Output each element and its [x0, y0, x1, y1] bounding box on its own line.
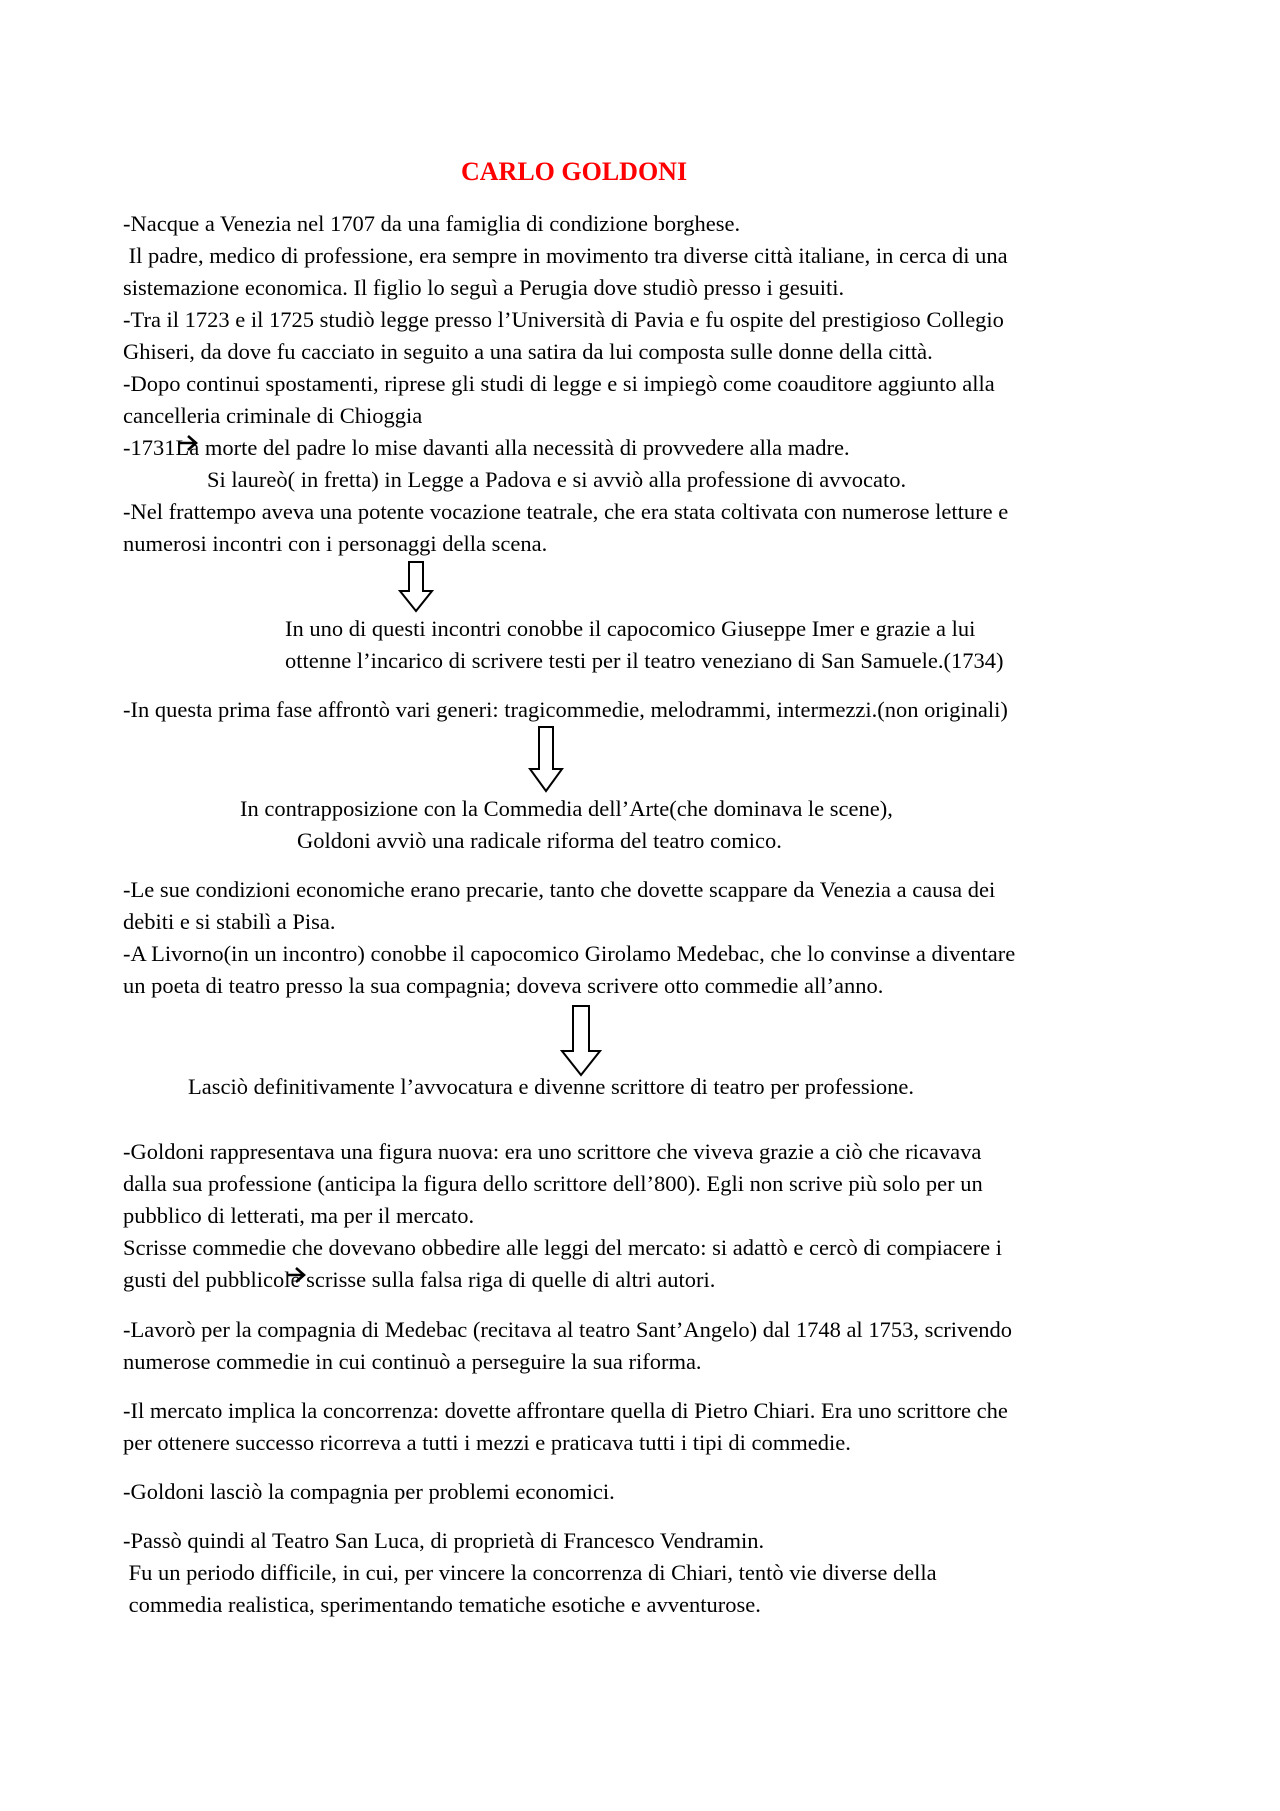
text-line: -Goldoni lasciò la compagnia per problemi economici.: [123, 1479, 615, 1504]
text-line: In contrapposizione con la Commedia dell’Arte(che dominava le scene),: [240, 796, 893, 821]
text-segment: le scrisse sulla falsa riga di quelle di altri autori.: [284, 1267, 716, 1292]
text-line: numerose commedie in cui continuò a perseguire la sua riforma.: [123, 1349, 702, 1374]
text-line: pubblico di letterati, ma per il mercato.: [123, 1203, 475, 1228]
text-line: [123, 434, 850, 462]
text-line: Fu un periodo difficile, in cui, per vincere la concorrenza di Chiari, tentò vie diverse della: [123, 1560, 937, 1585]
down-arrow-icon: [398, 561, 434, 613]
text-segment: gusti del pubblico: [123, 1267, 285, 1292]
text-line: commedia realistica, sperimentando tematiche esotiche e avventurose.: [123, 1592, 761, 1617]
year-label: -1731: [123, 435, 176, 460]
text-line: -In questa prima fase affrontò vari generi: tragicommedie, melodrammi, intermezzi.(non originali): [123, 697, 1008, 722]
text-line: cancelleria criminale di Chioggia: [123, 403, 423, 428]
text-line: -Le sue condizioni economiche erano precarie, tanto che dovette scappare da Venezia a causa dei: [123, 877, 996, 902]
text-line: Lasciò definitivamente l’avvocatura e divenne scrittore di teatro per professione.: [188, 1074, 914, 1099]
page-title: CARLO GOLDONI: [461, 157, 688, 186]
text-line: -Tra il 1723 e il 1725 studiò legge presso l’Università di Pavia e fu ospite del prestigioso Collegio: [123, 307, 1004, 332]
text-segment: La morte del padre lo mise davanti alla necessità di provvedere alla madre.: [175, 435, 850, 460]
text-line: -Lavorò per la compagnia di Medebac (recitava al teatro Sant’Angelo) dal 1748 al 1753, scrivendo: [123, 1317, 1013, 1342]
down-arrow-icon: [560, 1005, 602, 1077]
text-line: -Goldoni rappresentava una figura nuova: era uno scrittore che viveva grazie a ciò che ricavava: [123, 1139, 982, 1164]
down-arrow-icon: [528, 726, 564, 793]
right-arrow-icon: [177, 434, 199, 452]
text-line: -A Livorno(in un incontro) conobbe il capocomico Girolamo Medebac, che lo convinse a diventare: [123, 941, 1016, 966]
text-line: per ottenere successo ricorreva a tutti i mezzi e praticava tutti i tipi di commedie.: [123, 1430, 851, 1455]
text-line: debiti e si stabilì a Pisa.: [123, 909, 336, 934]
text-line: Goldoni avviò una radicale riforma del teatro comico.: [297, 828, 782, 853]
text-line: Il padre, medico di professione, era sempre in movimento tra diverse città italiane, in cerca di una: [123, 243, 1008, 268]
text-line: Ghiseri, da dove fu cacciato in seguito a una satira da lui composta sulle donne della città.: [123, 339, 933, 364]
text-line: sistemazione economica. Il figlio lo seguì a Perugia dove studiò presso i gesuiti.: [123, 275, 845, 300]
text-line: un poeta di teatro presso la sua compagnia; doveva scrivere otto commedie all’anno.: [123, 973, 884, 998]
text-line: ottenne l’incarico di scrivere testi per il teatro veneziano di San Samuele.(1734): [285, 648, 1004, 673]
text-line: dalla sua professione (anticipa la figura dello scrittore dell’800). Egli non scrive più solo per un: [123, 1171, 983, 1196]
text-line: -Il mercato implica la concorrenza: dovette affrontare quella di Pietro Chiari. Era uno scrittore che: [123, 1398, 1008, 1423]
text-line: Si laureò( in fretta) in Legge a Padova e si avviò alla professione di avvocato.: [207, 467, 907, 492]
text-line: [123, 1266, 715, 1294]
text-line: -Passò quindi al Teatro San Luca, di proprietà di Francesco Vendramin.: [123, 1528, 765, 1553]
text-line: -Nacque a Venezia nel 1707 da una famiglia di condizione borghese.: [123, 211, 741, 236]
text-line: Scrisse commedie che dovevano obbedire alle leggi del mercato: si adattò e cercò di compiacere i: [123, 1235, 1003, 1260]
text-line: In uno di questi incontri conobbe il capocomico Giuseppe Imer e grazie a lui: [285, 616, 976, 641]
text-line: -Nel frattempo aveva una potente vocazione teatrale, che era stata coltivata con numerose letture e: [123, 499, 1009, 524]
text-line: -Dopo continui spostamenti, riprese gli studi di legge e si impiegò come coauditore aggiunto alla: [123, 371, 995, 396]
text-line: numerosi incontri con i personaggi della scena.: [123, 531, 548, 556]
right-arrow-icon: [285, 1266, 307, 1284]
